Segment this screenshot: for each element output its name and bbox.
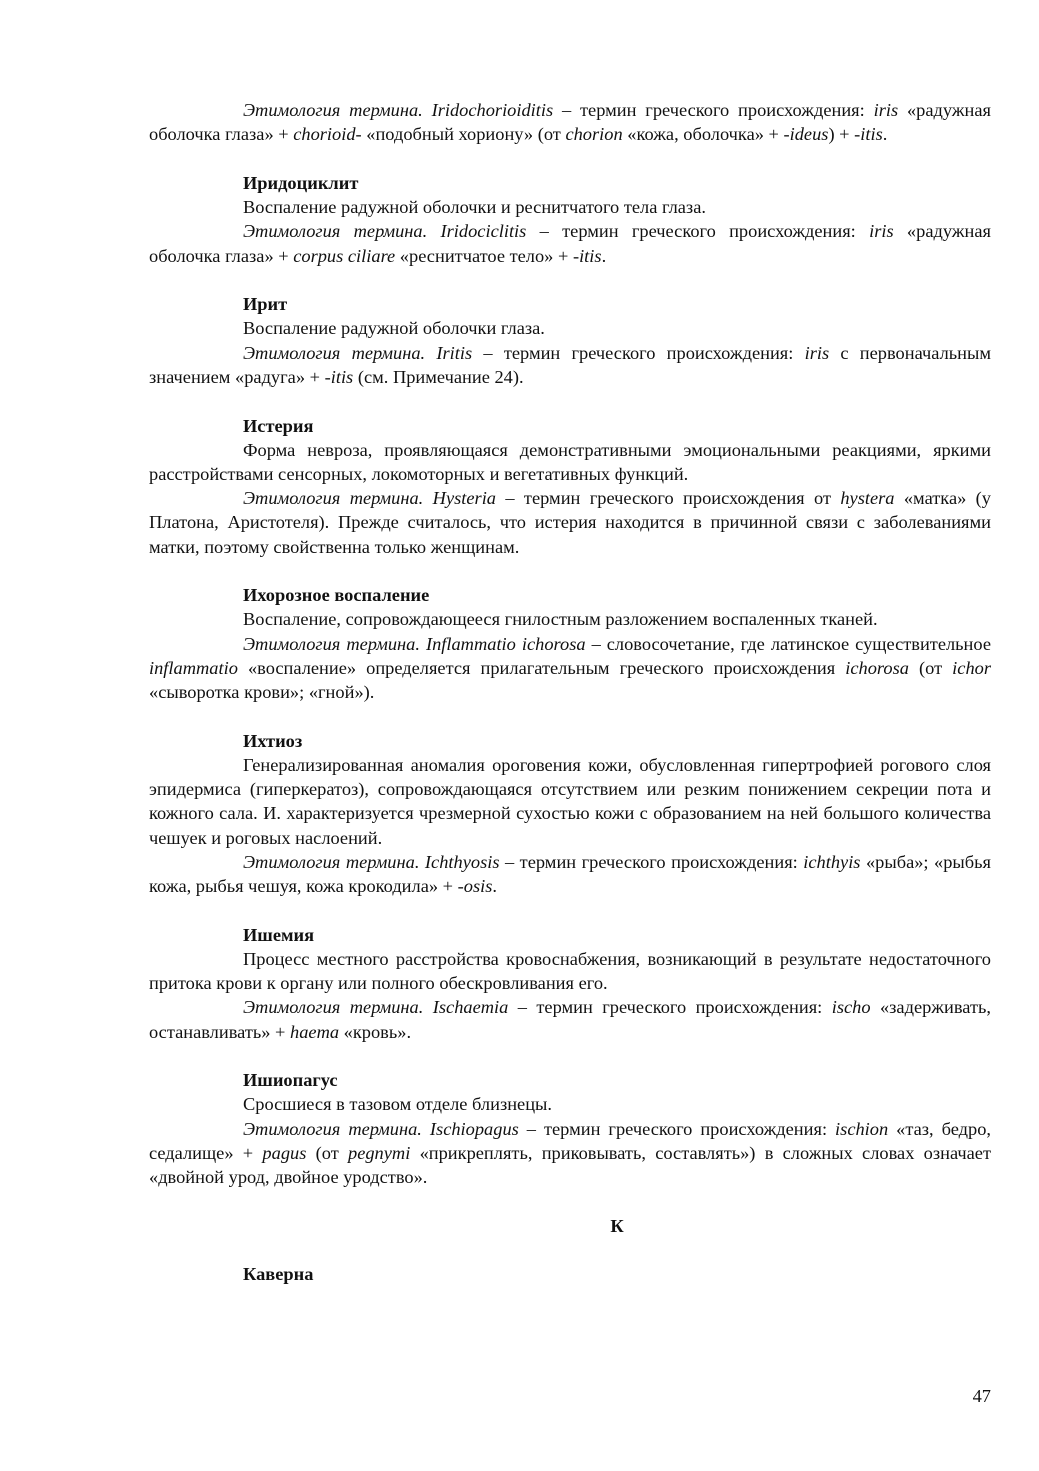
entry-etymology: Этимология термина. Hysteria – термин греческого происхождения от hystera «матка» (у Платона, Аристотеля). Прежде считалось, что истерия находится в причинной связи с заболеваниями матки, поэтому свойственна только женщинам. [149,488,991,557]
entry-etymology: Этимология термина. Iritis – термин греческого происхождения: iris с первоначальным значением «радуга» + -itis (см. Примечание 24). [149,342,991,387]
entry-iridocyclitis [149,171,991,268]
entry-etymology: Этимология термина. Ischiopagus – термин греческого происхождения: ischion «таз, бедро, седалище» + pagus (от pegnymi «прикреплять, приковывать, составлять») в сложных словах означает «двойной урод, двойное уродство». [149,1118,992,1188]
entry-ichthyosis [149,729,991,898]
entry-term: Истерия [243,415,314,436]
section-letter-heading: К [610,1215,624,1236]
entry-term: Ихтиоз [243,730,303,751]
entry-etymology: Этимология термина. Ischaemia – термин греческого происхождения: ischo «задерживать, останавливать» + haema «кровь». [149,997,991,1042]
etymology-label: Этимология термина. [243,100,423,120]
entry-ischemia [149,923,991,1044]
entry-etymology: Этимология термина. Inflammatio ichorosa – словосочетание, где латинское существительное inflammatio «воспаление» определяется прилагательным греческого происхождения ichorosa (от ichor «сыворотка крови»; «гной»). [149,633,991,703]
entry-hysteria [149,414,991,559]
entry-ischiopagus [149,1068,991,1189]
entry-ichorous-inflammation [149,583,991,704]
page-number: 47 [972,1386,991,1406]
page-body [149,98,991,1287]
entry-definition: Сросшиеся в тазовом отделе близнецы. [243,1094,553,1115]
entry-definition: Процесс местного расстройства кровоснабжения, возникающий в результате недостаточного притока крови к органу или полного обескровливания его. [149,948,991,994]
entry-definition: Воспаление, сопровождающееся гнилостным разложением воспаленных тканей. [243,609,878,630]
entry-definition: Воспаление радужной оболочки глаза. [243,318,545,339]
entry-term: Ирит [243,294,288,315]
entry-term: Ихорозное воспаление [243,585,430,606]
entry-term: Ишемия [243,924,315,945]
entry-iritis [149,292,991,389]
entry-term-kaverna: Каверна [243,1264,314,1285]
entry-term: Иридоциклит [243,172,359,193]
entry-etymology: Этимология термина. Iridociclitis – термин греческого происхождения: iris «радужная оболочка глаза» + corpus ciliare «реснитчатое тело» + -itis. [149,221,991,266]
etymology-iridochorioiditis: Этимология термина. Iridochorioiditis – термин греческого происхождения: iris «радужная оболочка глаза» + chorioid- «подобный хориону» (от chorion «кожа, оболочка» + -ideus) + -itis. [149,100,991,145]
entry-etymology: Этимология термина. Ichthyosis – термин греческого происхождения: ichthyis «рыба»; «рыбья кожа, рыбья чешуя, кожа крокодила» + -osis. [149,851,991,896]
entry-definition: Генерализированная аномалия ороговения кожи, обусловленная гипертрофией рогового слоя эпидермиса (гиперкератоз), сопровождающаяся отсутствием или резким понижением секреции пота и кожного сала. И. характеризуется чрезмерной сухостью кожи с образованием на ней большого количества чешуек и роговых наслоений. [149,754,991,848]
entry-definition: Воспаление радужной оболочки и реснитчатого тела глаза. [243,197,706,218]
entry-term: Ишиопагус [243,1070,338,1091]
entry-definition: Форма невроза, проявляющаяся демонстративными эмоциональными реакциями, яркими расстройствами сенсорных, локомоторных и вегетативных функций. [149,439,991,484]
